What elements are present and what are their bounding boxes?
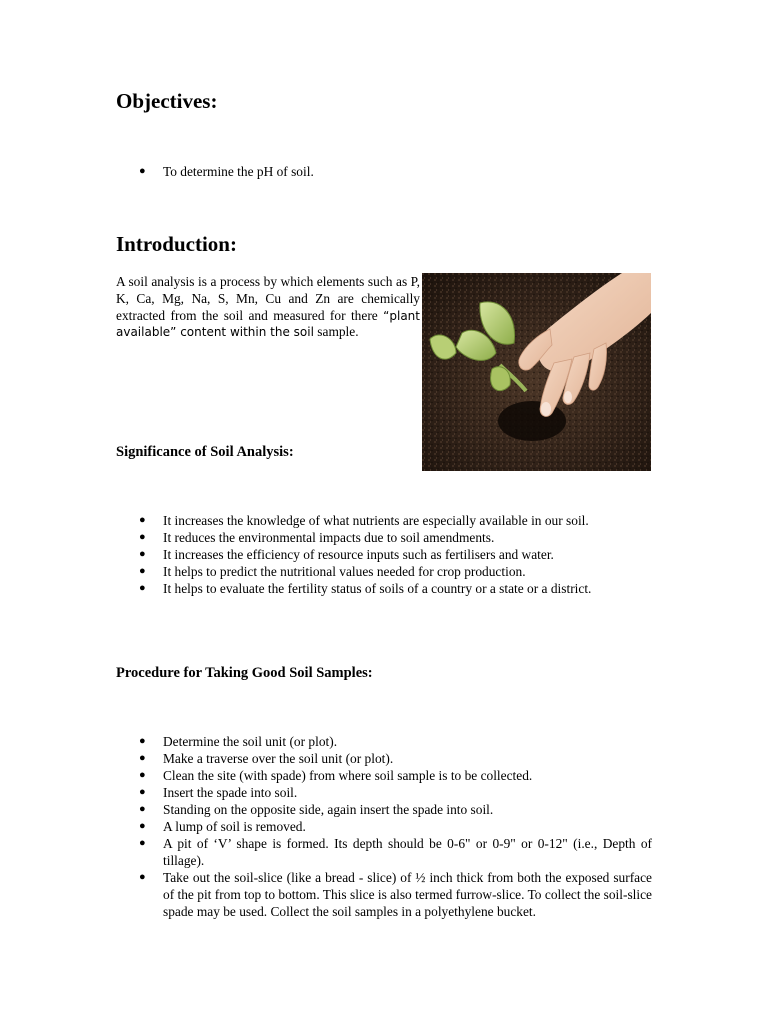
introduction-heading: Introduction: bbox=[116, 232, 237, 256]
bullet-icon: ● bbox=[139, 565, 146, 577]
list-item: ● Determine the soil unit (or plot). bbox=[139, 734, 338, 749]
bullet-icon: ● bbox=[139, 752, 146, 764]
bullet-icon: ● bbox=[139, 582, 146, 594]
significance-list bbox=[116, 512, 652, 597]
list-item: ● It increases the knowledge of what nutrients are especially available in our soil. bbox=[139, 513, 589, 528]
bullet-icon: ● bbox=[139, 769, 146, 781]
bullet-icon: ● bbox=[139, 786, 146, 798]
list-item: ● Clean the site (with spade) from where soil sample is to be collected. bbox=[139, 768, 533, 783]
procedure-list bbox=[116, 733, 652, 920]
seedling-planting-photo bbox=[422, 273, 651, 471]
significance-heading: Significance of Soil Analysis: bbox=[116, 444, 294, 460]
bullet-icon: ● bbox=[139, 735, 146, 747]
list-item: ● Make a traverse over the soil unit (or plot). bbox=[139, 751, 394, 766]
bullet-icon: ● bbox=[139, 871, 146, 883]
objectives-list bbox=[116, 163, 652, 180]
bullet-icon: ● bbox=[139, 531, 146, 543]
bullet-icon: ● bbox=[139, 803, 146, 815]
list-item: ● To determine the pH of soil. bbox=[139, 164, 314, 179]
introduction-paragraph: A soil analysis is a process by which elements such as P, K, Ca, Mg, Na, S, Mn, Cu and Zn are chemically extracted from the soil and measured for there “plant available” content within the soil sample. bbox=[116, 274, 420, 340]
list-item: ● It helps to evaluate the fertility status of soils of a country or a state or a district. bbox=[139, 581, 592, 596]
objectives-heading: Objectives: bbox=[116, 89, 218, 113]
list-item: ● A lump of soil is removed. bbox=[139, 819, 306, 834]
list-item: ● It increases the efficiency of resource inputs such as fertilisers and water. bbox=[139, 547, 554, 562]
list-item: ● It reduces the environmental impacts due to soil amendments. bbox=[139, 530, 495, 545]
bullet-icon: ● bbox=[139, 165, 146, 177]
list-item: ● A pit of ‘V’ shape is formed. Its depth should be 0-6" or 0-9" or 0-12" (i.e., Depth of tillage). bbox=[139, 836, 652, 868]
bullet-icon: ● bbox=[139, 548, 146, 560]
bullet-icon: ● bbox=[139, 514, 146, 526]
list-item: ● Insert the spade into soil. bbox=[139, 785, 298, 800]
list-item: ● It helps to predict the nutritional values needed for crop production. bbox=[139, 564, 526, 579]
list-item: ● Take out the soil-slice (like a bread - slice) of ½ inch thick from both the exposed surface of the pit from top to bottom. This slice is also termed furrow-slice. To collect the soil-slice spade may be used. Collect the soil samples in a polyethylene bucket. bbox=[139, 870, 652, 919]
list-item: ● Standing on the opposite side, again insert the spade into soil. bbox=[139, 802, 494, 817]
bullet-icon: ● bbox=[139, 837, 146, 849]
procedure-heading: Procedure for Taking Good Soil Samples: bbox=[116, 665, 373, 681]
bullet-icon: ● bbox=[139, 820, 146, 832]
